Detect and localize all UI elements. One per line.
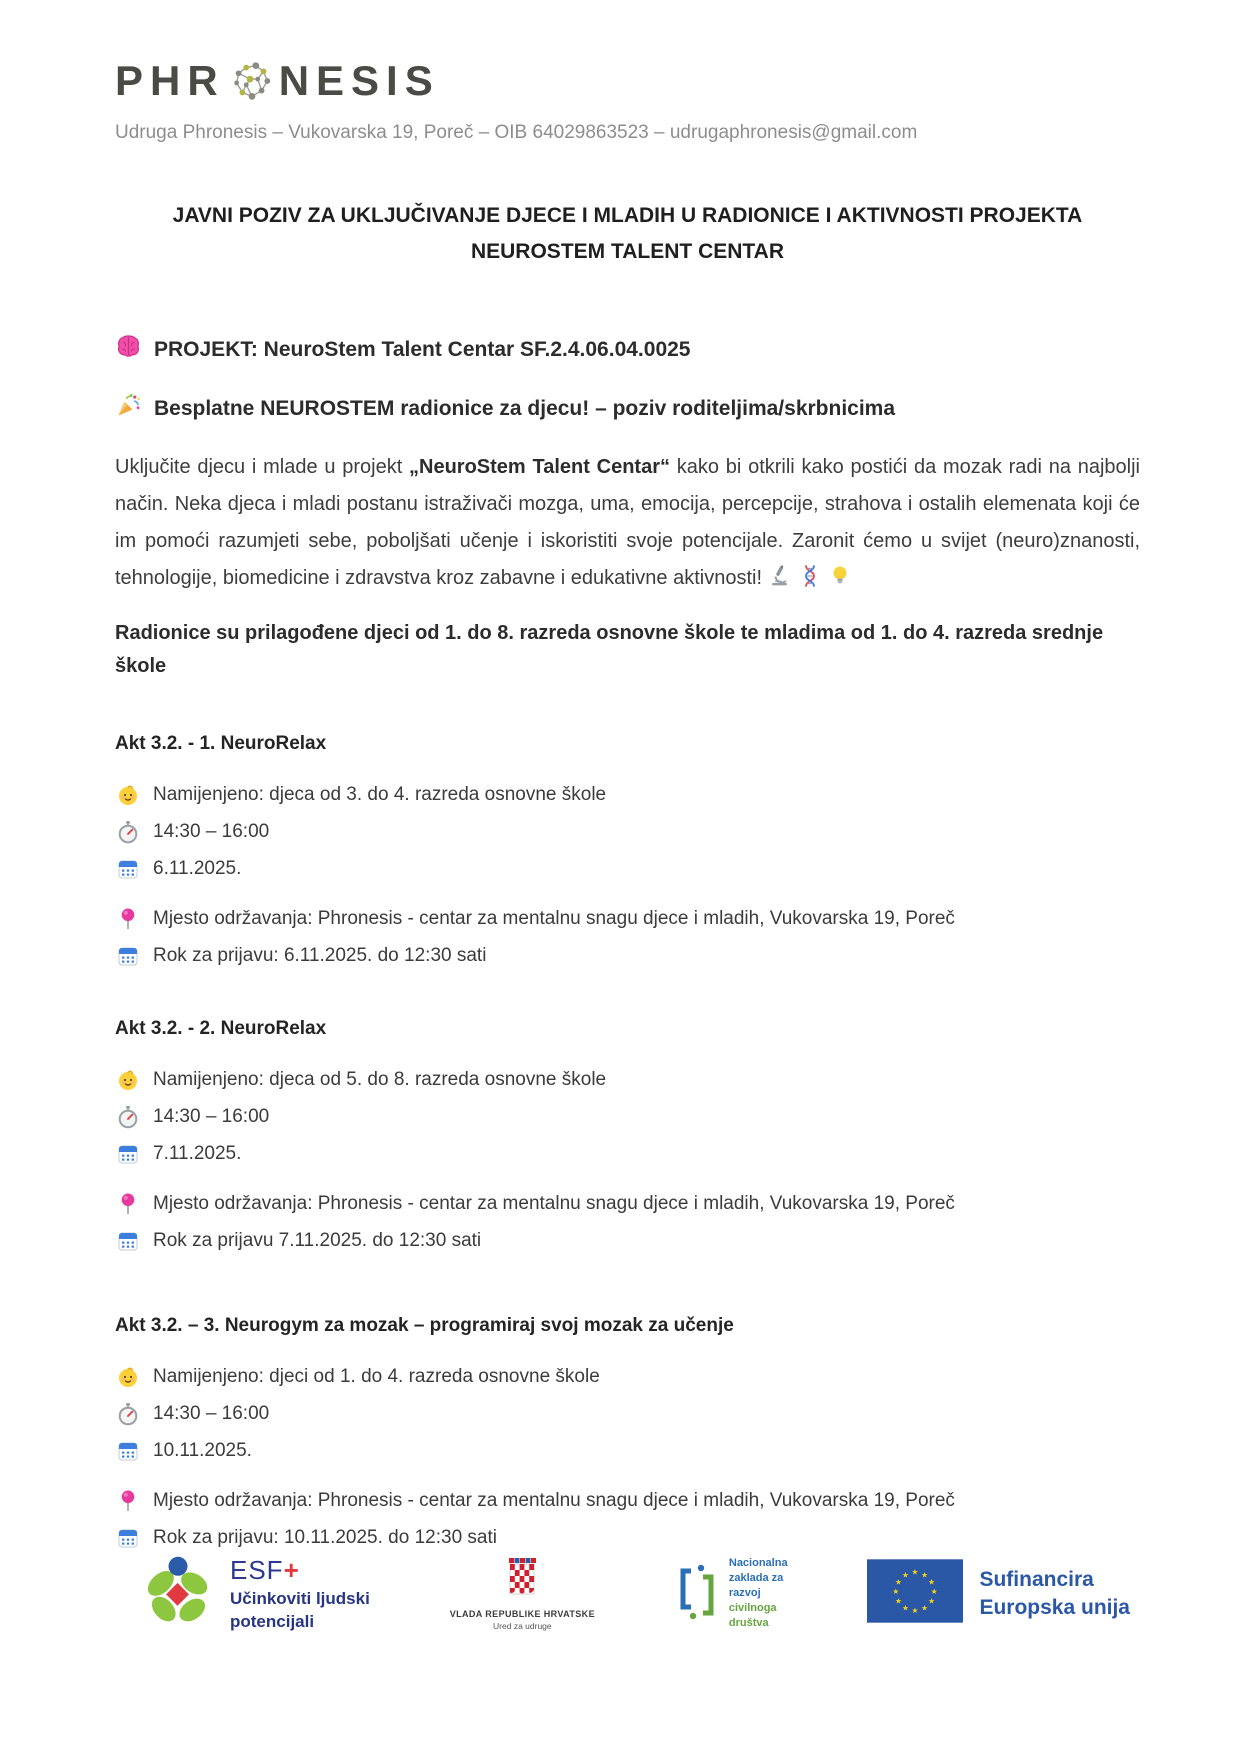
- sections: [115, 733, 1140, 1550]
- dna-icon: [798, 564, 822, 601]
- svg-text:★: ★: [921, 1603, 929, 1613]
- deadline-text: Rok za prijavu: 6.11.2025. do 12:30 sati: [153, 945, 487, 967]
- svg-text:★: ★: [902, 1603, 910, 1613]
- intro-trailing-icons: [768, 564, 852, 601]
- page-title: JAVNI POZIV ZA UKLJUČIVANJE DJECE I MLADIH U RADIONICE I AKTIVNOSTI PROJEKTA NEUROSTEM TALENT CENTAR: [172, 204, 1083, 263]
- stopwatch-icon: [115, 820, 141, 844]
- time-row: [115, 1105, 1140, 1129]
- esf-subtitle-line1: Učinkoviti ljudski: [230, 1588, 370, 1608]
- funding-logos-footer: [140, 1553, 1130, 1634]
- vlada-line1: VLADA REPUBLIKE HRVATSKE: [449, 1609, 595, 1619]
- date-text: 10.11.2025.: [153, 1440, 252, 1462]
- svg-text:★: ★: [921, 1570, 929, 1580]
- stopwatch-icon: [115, 1402, 141, 1426]
- brain-emoji-icon: [115, 333, 142, 366]
- section-title: Akt 3.2. - 2. NeuroRelax: [115, 1018, 327, 1040]
- svg-text:★: ★: [912, 1606, 919, 1616]
- location-row: [115, 1192, 1140, 1216]
- intro-bold: „NeuroStem Talent Centar“: [409, 456, 670, 479]
- subtitle-text: Besplatne NEUROSTEM radionice za djecu! – poziv roditeljima/skrbnicima: [154, 396, 896, 420]
- intro-part1: Uključite djecu i mlade u projekt: [115, 456, 410, 479]
- lightbulb-icon: [828, 564, 852, 601]
- audience-text: Namijenjeno: djeca od 3. do 4. razreda osnovne škole: [153, 784, 607, 806]
- date-row: [115, 1142, 1140, 1166]
- section-akt-1: [115, 733, 1140, 968]
- target-audience-note: Radionice su prilagođene djeci od 1. do 8. razreda osnovne škole te mladima od 1. do 4. razreda srednje škole: [115, 622, 1104, 678]
- deadline-row: [115, 1526, 1140, 1550]
- time-text: 14:30 – 16:00: [153, 1403, 270, 1425]
- esf-subtitle-line2: potencijali: [230, 1612, 315, 1631]
- brain-network-icon: [229, 58, 275, 104]
- project-line: [115, 333, 1140, 366]
- round-pushpin-icon: [115, 1192, 141, 1216]
- svg-text:★: ★: [895, 1596, 903, 1606]
- zaklada-line1: Nacionalna: [728, 1557, 788, 1570]
- calendar-icon: [115, 1229, 141, 1253]
- intro-part2: kako bi otkrili kako postići da mozak radi na najbolji način. Neka djeca i mladi postanu istraživači mozga, uma, emocija, percepcije, strahova i ostalih elemenata koji će im pomoći razumjeti sebe, poboljšati učenje i iskoristiti svoje potencijale. Zaronit ćemo u svijet (neuro)znanosti, tehnologije, biomedicine i zdravstva kroz zabavne i edukativne aktivnosti!: [115, 456, 1140, 590]
- logo-text-post: NESIS: [278, 57, 440, 104]
- section-akt-2: [115, 1018, 1140, 1253]
- zaklada-line2: zaklada za: [728, 1572, 784, 1585]
- svg-text:★: ★: [931, 1586, 939, 1596]
- calendar-icon: [115, 1439, 141, 1463]
- deadline-text: Rok za prijavu 7.11.2025. do 12:30 sati: [153, 1230, 482, 1252]
- croatian-coat-of-arms-icon: [502, 1587, 542, 1604]
- eu-flag-icon: [867, 1559, 963, 1628]
- org-contact-line: Udruga Phronesis – Vukovarska 19, Poreč – OIB 64029863523 – udrugaphronesis@gmail.com: [115, 122, 918, 143]
- section-akt-3: [115, 1315, 1140, 1550]
- esf-logo-block: [140, 1553, 370, 1634]
- audience-row: [115, 1365, 1140, 1389]
- deadline-text: Rok za prijavu: 10.11.2025. do 12:30 sati: [153, 1527, 497, 1549]
- svg-text:★: ★: [928, 1596, 936, 1606]
- location-row: [115, 1489, 1140, 1513]
- time-row: [115, 1402, 1140, 1426]
- location-text: Mjesto održavanja: Phronesis - centar za mentalnu snagu djece i mladih, Vukovarska 19, Poreč: [153, 1490, 955, 1512]
- round-pushpin-icon: [115, 907, 141, 931]
- esf-title: ESF+: [230, 1554, 300, 1585]
- audience-row: [115, 1068, 1140, 1092]
- eu-cofinancing-logo-block: [867, 1559, 1130, 1628]
- subtitle-line: [115, 392, 1140, 425]
- zaklada-line5: društva: [728, 1616, 769, 1629]
- calendar-icon: [115, 857, 141, 881]
- section-title: Akt 3.2. – 3. Neurogym za mozak – programiraj svoj mozak za učenje: [115, 1315, 734, 1337]
- calendar-icon: [115, 944, 141, 968]
- vlada-line2: Ured za udruge: [493, 1621, 552, 1631]
- zaklada-line4: civilnoga: [728, 1601, 777, 1614]
- time-text: 14:30 – 16:00: [153, 1106, 270, 1128]
- project-line-text: PROJEKT: NeuroStem Talent Centar SF.2.4.06.04.0025: [154, 337, 691, 361]
- brackets-icon: [675, 1559, 719, 1628]
- audience-text: Namijenjeno: djeci od 1. do 4. razreda osnovne škole: [153, 1366, 600, 1388]
- location-text: Mjesto održavanja: Phronesis - centar za mentalnu snagu djece i mladih, Vukovarska 19, Poreč: [153, 908, 955, 930]
- croatian-government-logo-block: [450, 1556, 595, 1631]
- date-text: 7.11.2025.: [153, 1143, 242, 1165]
- audience-row: [115, 783, 1140, 807]
- svg-text:★: ★: [892, 1586, 900, 1596]
- logo-text-pre: PHR: [115, 57, 225, 104]
- calendar-icon: [115, 1142, 141, 1166]
- date-row: [115, 1439, 1140, 1463]
- baby-icon: [115, 1068, 141, 1092]
- stopwatch-icon: [115, 1105, 141, 1129]
- calendar-icon: [115, 1526, 141, 1550]
- svg-text:★: ★: [902, 1570, 910, 1580]
- eu-text-line1: Sufinancira: [979, 1568, 1094, 1592]
- round-pushpin-icon: [115, 1489, 141, 1513]
- svg-text:★: ★: [912, 1567, 919, 1577]
- intro-paragraph: [115, 449, 1140, 601]
- svg-text:★: ★: [895, 1577, 903, 1587]
- zaklada-line3: razvoj: [728, 1587, 761, 1600]
- location-text: Mjesto održavanja: Phronesis - centar za mentalnu snagu djece i mladih, Vukovarska 19, Poreč: [153, 1193, 955, 1215]
- baby-icon: [115, 1365, 141, 1389]
- audience-text: Namijenjeno: djeca od 5. do 8. razreda osnovne škole: [153, 1069, 607, 1091]
- party-popper-icon: [115, 392, 142, 425]
- eu-text-line2: Europska unija: [979, 1595, 1130, 1619]
- section-title: Akt 3.2. - 1. NeuroRelax: [115, 733, 327, 755]
- deadline-row: [115, 1229, 1140, 1253]
- svg-text:★: ★: [928, 1577, 936, 1587]
- time-text: 14:30 – 16:00: [153, 821, 270, 843]
- date-text: 6.11.2025.: [153, 858, 242, 880]
- date-row: [115, 857, 1140, 881]
- time-row: [115, 820, 1140, 844]
- phronesis-logo: [115, 58, 1140, 104]
- deadline-row: [115, 944, 1140, 968]
- microscope-icon: [768, 564, 792, 601]
- esf-pinwheel-icon: [140, 1553, 216, 1634]
- esf-plus: +: [283, 1554, 300, 1585]
- location-row: [115, 907, 1140, 931]
- baby-icon: [115, 783, 141, 807]
- national-foundation-logo-block: [675, 1556, 788, 1630]
